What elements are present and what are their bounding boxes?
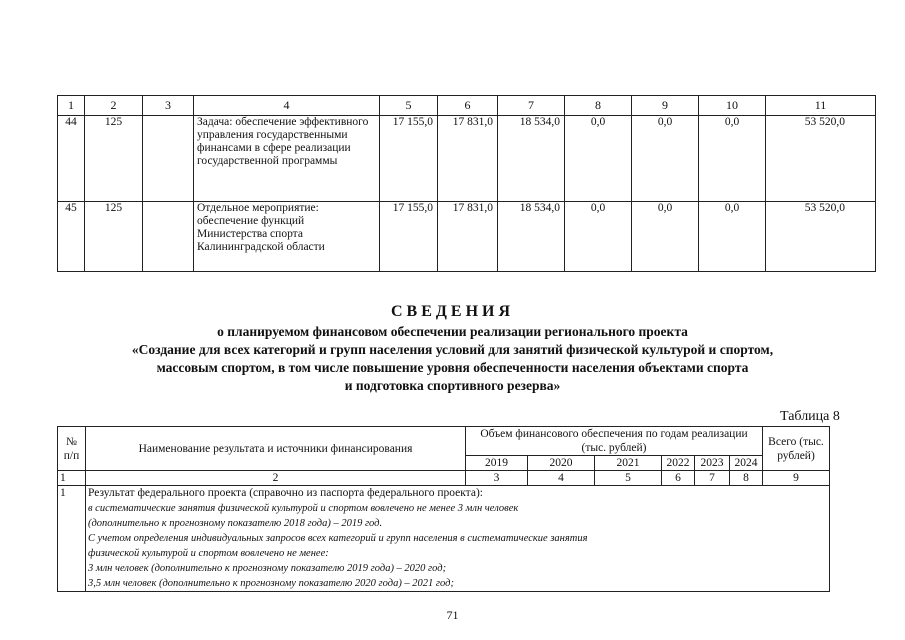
- row-number: 45: [58, 202, 85, 272]
- result-line: в систематические занятия физической культурой и спортом вовлечено не менее 3 млн человек: [88, 503, 519, 514]
- value-cell: 18 534,0: [498, 116, 565, 202]
- total-cell: 53 520,0: [766, 116, 876, 202]
- total-cell: 53 520,0: [766, 202, 876, 272]
- page-number: 71: [446, 608, 459, 622]
- empty-cell: [143, 202, 194, 272]
- value-cell: 0,0: [632, 202, 699, 272]
- index-cell: 7: [695, 471, 730, 486]
- table-row: [58, 486, 830, 592]
- year-cell: 2024: [730, 456, 763, 471]
- top-table: [57, 95, 876, 272]
- header-volume: Объем финансового обеспечения по годам реализации (тыс. рублей): [466, 427, 763, 456]
- heading-line: массовым спортом, в том числе повышение уровня обеспеченности населения объектами спорта: [156, 360, 749, 375]
- code-cell: 125: [85, 202, 143, 272]
- index-row: [58, 471, 830, 486]
- heading-line: о планируемом финансовом обеспечении реализации регионального проекта: [217, 324, 688, 339]
- heading-line: «Создание для всех категорий и групп населения условий для занятий физической культурой и спортом,: [131, 342, 774, 357]
- row-number: 1: [58, 486, 86, 592]
- table-row: [58, 202, 876, 272]
- value-cell: 17 831,0: [438, 116, 498, 202]
- row-number: 44: [58, 116, 85, 202]
- value-cell: 17 155,0: [380, 202, 438, 272]
- header-total: Всего (тыс. рублей): [763, 427, 830, 471]
- year-cell: 2023: [695, 456, 730, 471]
- header-cell: 11: [766, 96, 876, 116]
- header-cell: 7: [498, 96, 565, 116]
- value-cell: 0,0: [699, 116, 766, 202]
- table-label: Таблица 8: [780, 409, 840, 424]
- value-cell: 0,0: [565, 116, 632, 202]
- header-cell: 1: [58, 96, 85, 116]
- result-description: [86, 486, 830, 592]
- header-cell: 9: [632, 96, 699, 116]
- index-cell: 9: [763, 471, 830, 486]
- index-cell: 2: [86, 471, 466, 486]
- result-line: (дополнительно к прогнозному показателю 2018 года) – 2019 год.: [88, 518, 383, 529]
- header-cell: 2: [85, 96, 143, 116]
- header-num: № п/п: [58, 427, 86, 471]
- result-line: 3 млн человек (дополнительно к прогнозному показателю 2019 года) – 2020 год;: [88, 563, 447, 574]
- document-title: СВЕДЕНИЯ: [390, 303, 515, 320]
- empty-cell: [143, 116, 194, 202]
- index-cell: 4: [528, 471, 595, 486]
- header-cell: 6: [438, 96, 498, 116]
- value-cell: 17 155,0: [380, 116, 438, 202]
- index-cell: 5: [595, 471, 662, 486]
- header-cell: 3: [143, 96, 194, 116]
- header-cell: 10: [699, 96, 766, 116]
- year-cell: 2022: [662, 456, 695, 471]
- value-cell: 18 534,0: [498, 202, 565, 272]
- value-cell: 0,0: [699, 202, 766, 272]
- result-line: Результат федерального проекта (справочно из паспорта федерального проекта):: [88, 487, 483, 499]
- top-table-header-row: [58, 96, 876, 116]
- heading-line: и подготовка спортивного резерва»: [344, 378, 561, 393]
- code-cell: 125: [85, 116, 143, 202]
- year-cell: 2019: [466, 456, 528, 471]
- year-cell: 2020: [528, 456, 595, 471]
- table-row: [58, 116, 876, 202]
- value-cell: 0,0: [565, 202, 632, 272]
- index-cell: 1: [58, 471, 86, 486]
- description-cell: Задача: обеспечение эффективного управления государственными финансами в сфере реализации государственной программы: [194, 116, 380, 202]
- header-cell: 4: [194, 96, 380, 116]
- result-line: физической культурой и спортом вовлечено не менее:: [88, 548, 329, 559]
- header-cell: 5: [380, 96, 438, 116]
- description-cell: Отдельное мероприятие: обеспечение функций Министерства спорта Калининградской области: [194, 202, 380, 272]
- index-cell: 3: [466, 471, 528, 486]
- value-cell: 17 831,0: [438, 202, 498, 272]
- header-cell: 8: [565, 96, 632, 116]
- result-line: С учетом определения индивидуальных запросов всех категорий и групп населения в систематические занятия: [88, 533, 588, 544]
- index-cell: 8: [730, 471, 763, 486]
- result-line: 3,5 млн человек (дополнительно к прогнозному показателю 2020 года) – 2021 год;: [88, 578, 454, 589]
- financing-table: [57, 426, 830, 592]
- index-cell: 6: [662, 471, 695, 486]
- header-name: Наименование результата и источники финансирования: [86, 427, 466, 471]
- year-cell: 2021: [595, 456, 662, 471]
- value-cell: 0,0: [632, 116, 699, 202]
